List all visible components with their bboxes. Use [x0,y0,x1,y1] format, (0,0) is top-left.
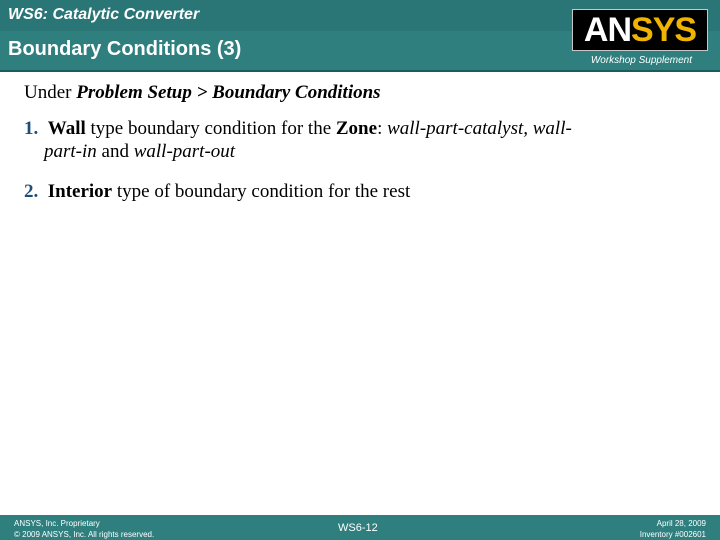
list-item-continuation [44,141,235,163]
intro-prefix: Under [24,82,77,103]
item-zone-name: part-in [44,141,97,162]
page-title: Boundary Conditions (3) [8,38,242,60]
workshop-supplement-label: Workshop Supplement [590,55,692,66]
footer-inventory: Inventory #002601 [639,530,706,539]
item-number: 2. [24,181,39,202]
logo-wordmark: ANSYS [583,11,697,49]
list-item [24,180,670,204]
footer-bar [0,515,720,540]
item-zone-name: wall-part-catalyst [387,118,524,139]
footer-right [640,518,706,540]
workshop-title: WS6: Catalytic Converter [8,6,200,23]
item-zone-name: wall-part-out [133,141,236,162]
intro-path: Problem Setup > Boundary Conditions [76,82,381,103]
item-bold-lead: Interior [47,181,113,202]
item-bold-lead: Wall [47,118,86,139]
footer-left [14,518,154,540]
item-text: type boundary condition for the [85,118,336,139]
item-text: : [377,118,388,139]
item-text: and [96,141,134,162]
footer-date: April 28, 2009 [656,519,706,528]
header-divider [0,70,720,72]
intro-text [24,82,381,104]
footer-page-number: WS6-12 [338,522,378,534]
item-number: 1. [24,118,39,139]
item-text: type of boundary condition for the rest [112,181,411,202]
item-text: , wall- [523,118,572,139]
ansys-logo [572,9,708,51]
footer-proprietary: ANSYS, Inc. Proprietary [14,519,100,528]
list-item [24,117,670,141]
footer-copyright: © 2009 ANSYS, Inc. All rights reserved. [14,530,155,539]
item-zone-label: Zone [335,118,378,139]
